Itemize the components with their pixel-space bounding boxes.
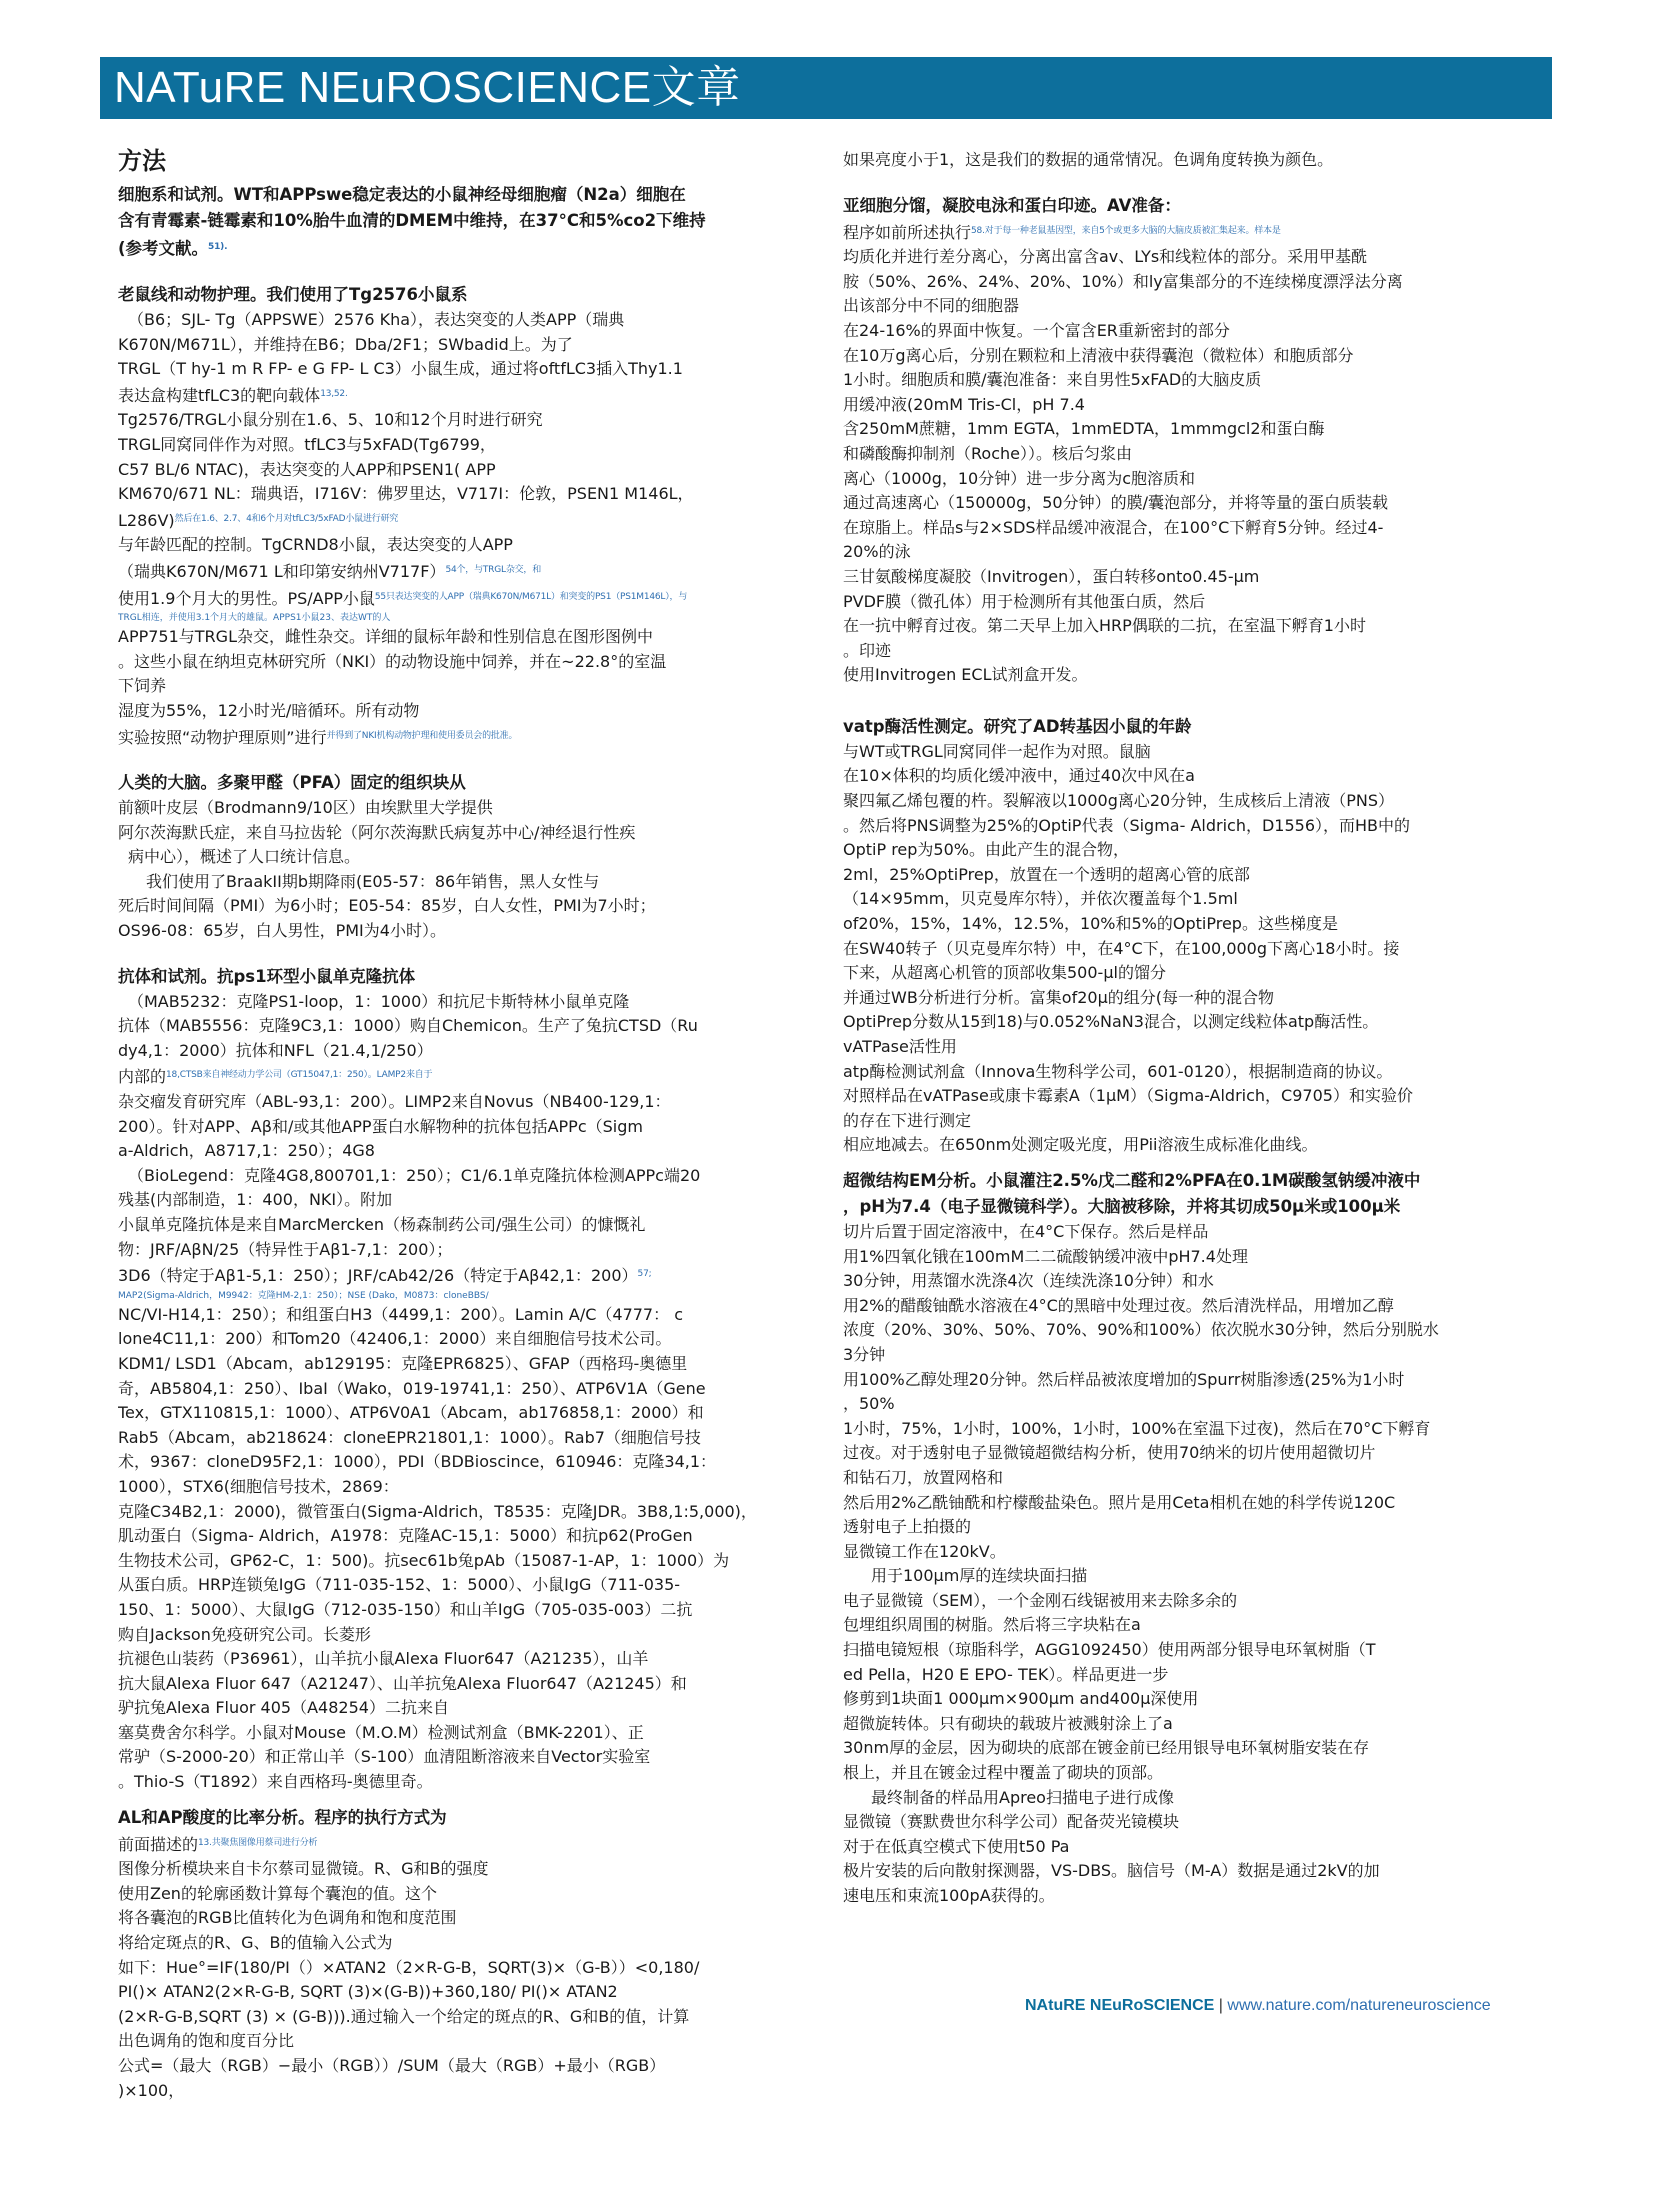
page-footer — [1025, 1997, 1491, 2015]
reference-sup: 18,CTSB来自神经动力学公司（GT15047,1：250）。LAMP2来自于 — [166, 1070, 433, 1081]
reference-sup: 55只表达突变的人APP（瑞典K670N/M671L）和突变的PS1（PS1M146L），与 — [374, 591, 688, 602]
reference-sup: 然后在1.6、2.7、4和6个月对tfLC3/5xFAD小鼠进行研究 — [174, 513, 399, 524]
section-mouse-lines: 老鼠线和动物护理。我们使用了Tg2576小鼠系 （B6；SJL- Tg（APPSWE）2576 Kha），表达突变的人类APP（瑞典 K670N/M671L），并维持在B6；Dba/2F1；SWbadid上。为了 TRGL（T hy-1 m R FP- e G FP- L C3）小鼠生成，通过将oftfLC3插入Thy1.1 表达盒构建tfLC3的靶向载体$^{13,52.}$ Tg2576/TRGL小鼠分别在1.6、5、10和12个月时进行研究 TRGL同窝同伴作为对照。tfLC3与5xFAD(Tg6799， C57 BL/6 NTAC)，表达突变的人APP和PSEN1( APP KM670/671 NL：瑞典语，I716V：佛罗里达，V717I：伦敦，PSEN1 M146L， L286V)$^{然后在1.6、2.7、4和6个月对tfLC3/5xFAD小鼠进行研究}$ 与年龄匹配的控制。TgCRND8小鼠，表达突变的人APP （瑞典K670N/M671 L和印第安纳州V717F）$^{54个,与TRGL杂交,和}$ 使用1.9个月大的男性。PS/APP小鼠$^{55只表达突变的人APP(瑞典K670N/M671L)和突变的PS1(PS1M146L),与}$ TRGL相连，并使用3.1个月大的雄鼠。APPS1小鼠23、表达WT的人 APP751与TRGL杂交，雌性杂交。详细的鼠标年龄和性别信息在图形图例中 。这些小鼠在纳坦克林研究所（NKI）的动物设施中饲养，并在~22.8°的室温 下饲养 湿度为55%，12小时光/暗循环。所有动物 实验按照“动物护理原则”进行$^{并得到了NKI机构动物护理和使用委员会的批准。}$ — [118, 285, 694, 747]
reference-sup: 58.对于每一种老鼠基因型，来自5个或更多大脑的大脑皮质被汇集起来。样本是 — [971, 225, 1281, 236]
footer-separator: | — [1218, 1997, 1223, 2014]
reference-sup: 54个，与TRGL杂交，和 — [445, 564, 542, 575]
methods-heading: 方法 — [118, 147, 166, 175]
left-column — [118, 146, 830, 2103]
right-column — [843, 148, 1523, 1909]
section-subcellular-fractionation: 亚细胞分馏，凝胶电泳和蛋白印迹。AV准备： 程序如前所述执行$^{58.对于每一种老鼠基因型,来自5个或更多大脑的大脑皮质被汇集起来。样本是}$ 均质化并进行差分离心，分离出富含av、LYs和线粒体的部分。采用甲基酰 胺（50%、26%、24%、20%、10%）和ly富集部分的不连续梯度漂浮法分离 出该部分中不同的细胞器 在24-16%的界面中恢复。一个富含ER重新密封的部分 在10万g离心后，分别在颗粒和上清液中获得囊泡（微粒体）和胞质部分 1小时。细胞质和膜/囊泡准备：来自男性5xFAD的大脑皮质 用缓冲液(20mM Tris-Cl，pH 7.4 含250mM蔗糖，1mm EGTA，1mmEDTA，1mmmgcl2和蛋白酶 和磷酸酶抑制剂（Roche））。核后匀浆由 离心（1000g，10分钟）进一步分离为c胞溶质和 通过高速离心（150000g，50分钟）的膜/囊泡部分，并将等量的蛋白质装载 在琼脂上。样品s与2×SDS样品缓冲液混合，在100°C下孵育5分钟。经过4- 20%的泳 三甘氨酸梯度凝胶（Invitrogen），蛋白转移onto0.45-μm PVDF膜（微孔体）用于检测所有其他蛋白质，然后 在一抗中孵育过夜。第二天早上加入HRP偶联的二抗，在室温下孵育1小时 。印迹 使用Invitrogen ECL试剂盒开发。 — [843, 195, 1403, 685]
section-antibodies: 抗体和试剂。抗ps1环型小鼠单克隆抗体 （MAB5232：克隆PS1-loop，1：1000）和抗尼卡斯特林小鼠单克隆 抗体（MAB5556：克隆9C3,1：1000）购自Chemicon。生产了兔抗CTSD（Ru dy4,1：2000）抗体和NFL（21.4,1/250） 内部的$^{18,CTSB来自神经动力学公司(GT15047,1:250)。LAMP2来自于}$ 杂交瘤发育研究库（ABL-93,1：200）。LIMP2来自Novus（NB400-129,1： 200）。针对APP、Aβ和/或其他APP蛋白水解物种的抗体包括APPc（Sigm a-Aldrich，A8717,1：250）；4G8 （BioLegend：克隆4G8,800701,1：250）；C1/6.1单克隆抗体检测APPc端20 残基(内部制造，1：400，NKI）。附加 小鼠单克隆抗体是来自MarcMercken（杨森制药公司/强生公司）的慷慨礼 物：JRF/AβN/25（特异性于Aβ1-7,1：200）； 3D6（特定于Aβ1-5,1：250）；JRF/cAb42/26（特定于Aβ42,1：200）$^{57;}$ MAP2(Sigma-Aldrich，M9942：克隆HM-2,1：250）；NSE (Dako，M0873：cloneBBS/ NC/VI-H14,1：250）；和组蛋白H3（4499,1：200）。Lamin A/C（4777： c lone4C11,1：200）和Tom20（42406,1：2000）来自细胞信号技术公司。 KDM1/ LSD1（Abcam，ab129195：克隆EPR6825）、GFAP（西格玛-奥德里 奇，AB5804,1：250）、IbaI（Wako，019-19741,1：250）、ATP6V1A（Gene Tex，GTX110815,1：1000）、ATP6V0A1（Abcam，ab176858,1：2000）和 Rab5（Abcam，ab218624：cloneEPR21801,1：1000）。Rab7（细胞信号技 术，9367：cloneD95F2,1：1000），PDI（BDBioscince，610946：克隆34,1： 1000），STX6(细胞信号技术，2869： 克隆C34B2,1：2000)，微管蛋白(Sigma-Aldrich，T8535：克隆JDR。3B8,1:5,000)， 肌动蛋白（Sigma- Aldrich，A1978：克隆AC-15,1：5000）和抗p62(ProGen 生物技术公司，GP62-C，1：500)。抗sec61b兔pAb（15087-1-AP，1：1000）为 从蛋白质。HRP连锁兔IgG（711-035-152、1：5000）、小鼠IgG（711-035- 150、1：5000）、大鼠IgG（712-035-150）和山羊IgG（705-035-003）二抗 购自Jackson免疫研究公司。长菱形 抗褪色山装药（P36961），山羊抗小鼠Alexa Fluor647（A21235），山羊 抗大鼠Alexa Fluor 647（A21247）、山羊抗兔Alexa Fluor647（A21245）和 驴抗兔Alexa Fluor 405（A48254）二抗来自 塞莫费舍尔科学。小鼠对Mouse（M.O.M）检测试剂盒（BMK-2201）、正 常驴（S-2000-20）和正常山羊（S-100）血清阻断溶液来自Vector实验室 。Thio-S（T1892）来自西格玛-奥德里奇。 — [118, 966, 757, 1792]
section-vatpase-assay: vatp酶活性测定。研究了AD转基因小鼠的年龄 与WT或TRGL同窝同伴一起作为对照。鼠脑 在10×体积的均质化缓冲液中，通过40次中风在a 聚四氟乙烯包覆的杵。裂解液以1000g离心20分钟，生成核后上清液（PNS） 。然后将PNS调整为25%的OptiP代表（Sigma- Aldrich，D1556），而HB中的 OptiP rep为50%。由此产生的混合物， 2ml，25%OptiPrep，放置在一个透明的超离心管的底部 （14×95mm，贝克曼库尔特），并依次覆盖每个1.5ml of20%，15%，14%，12.5%，10%和5%的OptiPrep。这些梯度是 在SW40转子（贝克曼库尔特）中，在4°C下，在100,000g下离心18小时。接 下来，从超离心机管的顶部收集500-μl的馏分 并通过WB分析进行分析。富集of20μ的组分(每一种的混合物 OptiPrep分数从15到18)与0.052%NaN3混合，以测定线粒体atp酶活性。 vATPase活性用 atp酶检测试剂盒（Innova生物科学公司，601-0120），根据制造商的协议。 对照样品在vATPase或康卡霉素A（1μM）（Sigma-Aldrich，C9705）和实验价 的存在下进行测定 相应地减去。在650nm处测定吸光度，用Pii溶液生成标准化曲线。 — [843, 716, 1413, 1155]
reference-sup: 13,52. — [320, 388, 348, 399]
reference-sup: 并得到了NKI机构动物护理和使用委员会的批准。 — [326, 730, 518, 741]
section-ultrastructural-em: 超微结构EM分析。小鼠灌注2.5%戊二醛和2%PFA在0.1M碳酸氢钠缓冲液中 ，pH为7.4（电子显微镜科学）。大脑被移除，并将其切成50μ米或100μ米 切片后置于固定溶液中，在4°C下保存。然后是样品 用1%四氧化锇在100mM二二硫酸钠缓冲液中pH7.4处理 30分钟，用蒸馏水洗涤4次（连续洗涤10分钟）和水 用2%的醋酸铀酰水溶液在4°C的黑暗中处理过夜。然后清洗样品，用增加乙醇 浓度（20%、30%、50%、70%、90%和100%）依次脱水30分钟，然后分别脱水 3分钟 用100%乙醇处理20分钟。然后样品被浓度增加的Spurr树脂渗透(25%为1小时 ，50% 1小时，75%，1小时，100%，1小时，100%在室温下过夜)，然后在70°C下孵育 过夜。对于透射电子显微镜超微结构分析，使用70纳米的切片使用超微切片 和钻石刀，放置网格和 然后用2%乙酰铀酰和柠檬酸盐染色。照片是用Ceta相机在她的科学传说120C 透射电子上拍摄的 显微镜工作在120kV。 用于100μm厚的连续块面扫描 电子显微镜（SEM），一个金刚石线锯被用来去除多余的 包埋组织周围的树脂。然后将三字块粘在a 扫描电镜短根（琼脂科学，AGG1092450）使用两部分银导电环氧树脂（T ed Pella，H20 E EPO- TEK）。样品更进一步 修剪到1块面1 000μm×900μm and400μ深使用 超微旋转体。只有砌块的载玻片被溅射涂上了a 30nm厚的金层，因为砌块的底部在镀金前已经用银导电环氧树脂安装在存 根上，并且在镀金过程中覆盖了砌块的顶部。 最终制备的样品用Apreo扫描电子进行成像 显微镜（赛默费世尔科学公司）配备荧光镜模块 对于在低真空模式下使用t50 Pa 极片安装的后向散射探测器，VS-DBS。脑信号（M-A）数据是通过2kV的加 速电压和束流100pA获得的。 — [843, 1170, 1439, 1905]
reference-sup: 51). — [208, 242, 228, 252]
section-human-brain: 人类的大脑。多聚甲醛（PFA）固定的组织块从 前额叶皮层（Brodmann9/10区）由埃默里大学提供 阿尔茨海默氏症，来自马拉齿轮（阿尔茨海默氏病复苏中心/神经退行性疾 病中心），概述了人口统计信息。 我们使用了BraakII期b期降雨(E05-57：86年销售，黑人女性与 死后时间间隔（PMI）为6小时；E05-54：85岁，白人女性，PMI为7小时； OS96-08：65岁，白人男性，PMI为4小时）。 — [118, 773, 656, 941]
footer-url-link[interactable]: www.nature.com/natureneuroscience — [1227, 1997, 1491, 2014]
reference-sup: 57; — [637, 1269, 652, 1280]
section-cell-lines: 细胞系和试剂。WT和APPswe稳定表达的小鼠神经母细胞瘤（N2a）细胞在 含有青霉素-链霉素和10%胎牛血清的DMEM中维持，在37°C和5%co2下维持 (参考文献。$^{51).}$ — [118, 185, 706, 258]
reference-sup: 13.共聚焦图像用蔡司进行分析 — [198, 1837, 318, 1848]
section-ratio-analysis: AL和AP酸度的比率分析。程序的执行方式为 前面描述的$^{13.共聚焦图像用蔡司进行分析}$ 图像分析模块来自卡尔蔡司显微镜。R、G和B的强度 使用Zen的轮廓函数计算每个囊泡的值。这个 将各囊泡的RGB比值转化为色调角和饱和度范围 将给定斑点的R、G、B的值输入公式为 如下：Hue°=IF(180/PI（）×ATAN2（2×R-G-B，SQRT(3)×（G-B））<0,180/ PI()× ATAN2(2×R-G-B, SQRT (3)×(G-B))+360,180/ PI()× ATAN2 (2×R-G-B,SQRT (3) × (G-B))).通过输入一个给定的斑点的R、G和B的值，计算 出色调角的饱和度百分比 公式=（最大（RGB）−最小（RGB））/SUM（最大（RGB）+最小（RGB） )×100， — [118, 1807, 700, 2100]
journal-banner: NATuRE NEuROSCIENCE文章 — [100, 57, 1552, 119]
hue-note: 如果亮度小于1，这是我们的数据的通常情况。色调角度转换为颜色。 — [843, 150, 1334, 169]
footer-journal-name: NAtuRE NEuRoSCIENCE — [1025, 1997, 1215, 2014]
